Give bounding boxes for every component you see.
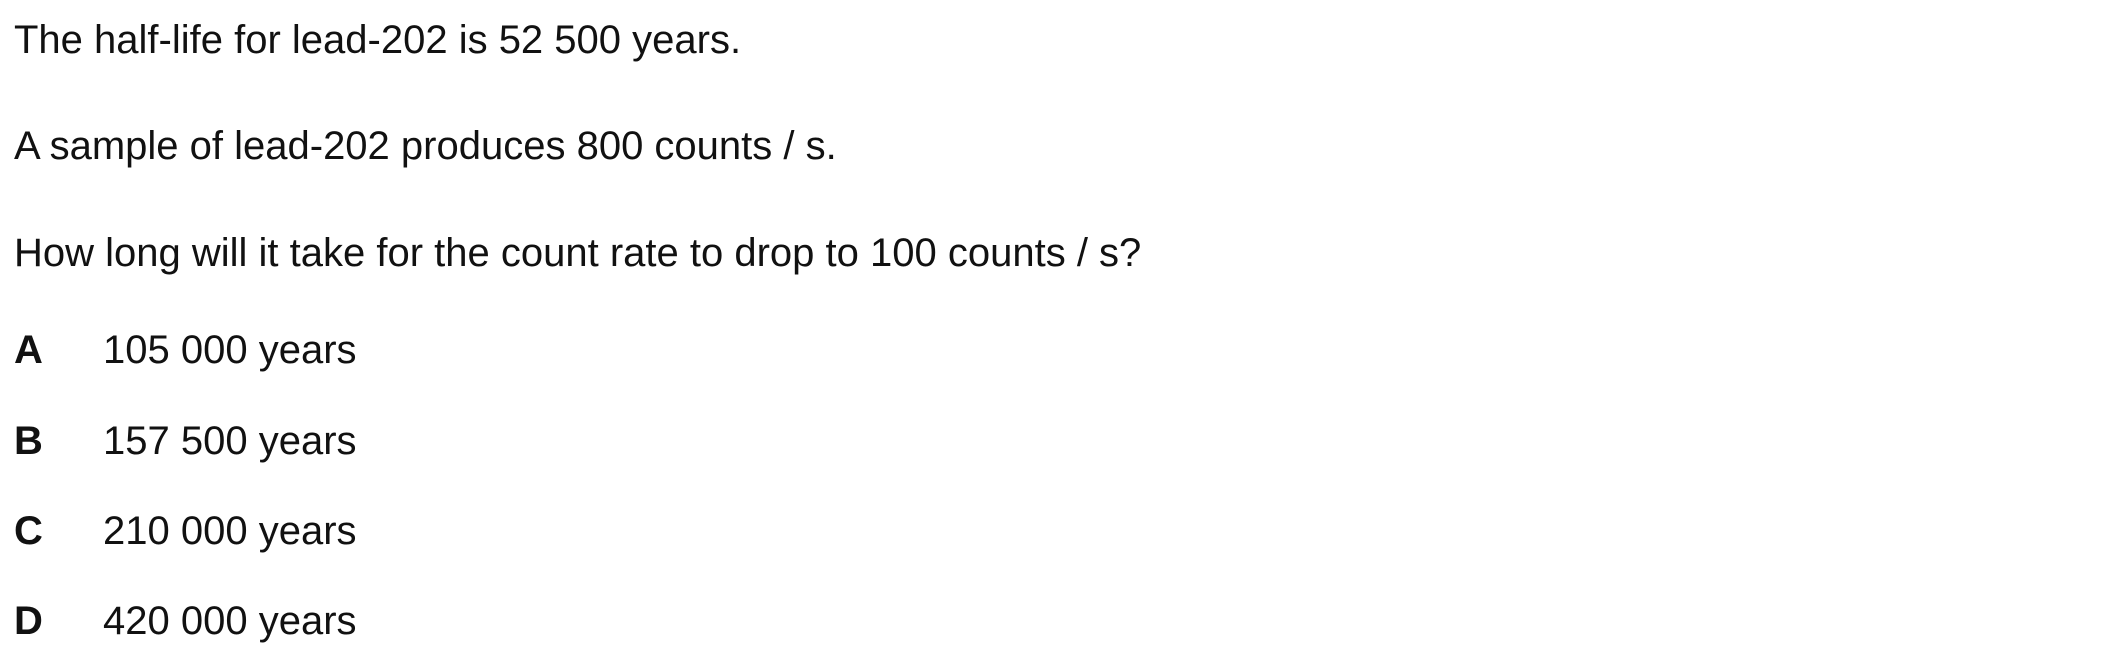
option-c-text[interactable]: 210 000 years [103, 509, 357, 553]
option-b-text[interactable]: 157 500 years [103, 419, 357, 463]
question-prompt: How long will it take for the count rate to drop to 100 counts / s? [14, 231, 1142, 275]
option-a-text[interactable]: 105 000 years [103, 328, 357, 372]
option-b-letter[interactable]: B [14, 419, 43, 463]
statement-half-life: The half-life for lead-202 is 52 500 years. [14, 18, 742, 62]
option-d-text[interactable]: 420 000 years [103, 599, 357, 643]
statement-sample-count: A sample of lead-202 produces 800 counts / s. [14, 124, 837, 168]
option-a-letter[interactable]: A [14, 328, 43, 372]
option-c-letter[interactable]: C [14, 509, 43, 553]
option-d-letter[interactable]: D [14, 599, 43, 643]
